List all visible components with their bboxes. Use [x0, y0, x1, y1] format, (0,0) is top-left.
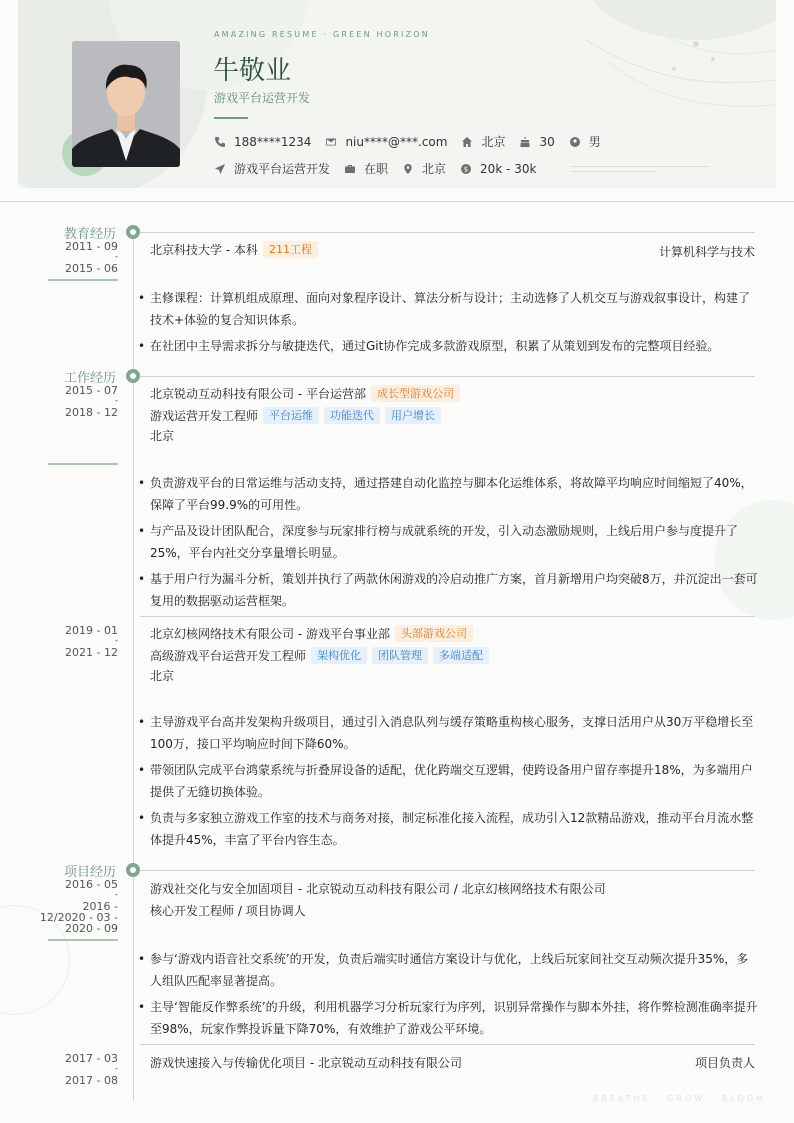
list-item: • 带领团队完成平台鸿蒙系统与折叠屏设备的适配，优化跨端交互逻辑，使跨设备用户留存率提升18%，为多端用户提供了无缝切换体验。	[138, 759, 758, 803]
education-major: 计算机科学与技术	[658, 245, 755, 259]
cake-icon	[519, 136, 531, 148]
location-item	[402, 160, 446, 177]
location-icon	[402, 163, 414, 175]
position-name: 高级游戏平台运营开发工程师	[150, 649, 307, 663]
entry-divider	[140, 232, 755, 233]
mail-icon	[325, 136, 337, 148]
job-intent-row	[214, 160, 550, 177]
contact-info-row	[214, 133, 615, 150]
date-separator: -	[114, 890, 118, 900]
date-end: 2020 - 09	[65, 922, 118, 935]
project1-date	[0, 879, 118, 934]
project2-name-row	[150, 1054, 462, 1071]
entry-divider	[140, 1044, 755, 1045]
email-item	[325, 135, 447, 149]
date-end: 2015 - 06	[65, 262, 118, 275]
date-mid: 2016 -	[82, 900, 118, 913]
project2-role: 项目负责人	[694, 1056, 755, 1070]
skill-tag: 团队管理	[372, 647, 428, 664]
company-name: 北京锐动互动科技有限公司 - 平台运营部	[150, 387, 366, 401]
job2-city	[150, 667, 174, 684]
job2-date	[0, 625, 118, 658]
decor-line	[570, 171, 656, 172]
title-underline	[214, 117, 248, 119]
status-item	[344, 160, 388, 177]
status-value: 在职	[364, 162, 389, 176]
skill-tag: 多端适配	[433, 647, 489, 664]
education-bullets	[138, 287, 758, 361]
section-underline	[48, 279, 118, 281]
briefcase-icon	[344, 163, 356, 175]
list-item: • 负责与多家独立游戏工作室的技术与商务对接，制定标准化接入流程，成功引入12款精品游戏，推动平台月流水整体提升45%，丰富了平台内容生态。	[138, 807, 758, 851]
education-date	[0, 241, 118, 274]
salary-value: 20k - 30k	[480, 161, 537, 176]
project-role: 核心开发工程师 / 项目协调人	[150, 904, 306, 918]
decor-line	[570, 166, 710, 167]
entry-divider	[140, 616, 755, 617]
timeline-dot	[126, 369, 140, 383]
skill-tag: 功能迭代	[324, 407, 380, 424]
list-item: • 主导游戏平台高并发架构升级项目，通过引入消息队列与缓存策略重构核心服务，支撑日活用户从30万平稳增长至100万，接口平均响应时间下降60%。	[138, 711, 758, 755]
gender-icon	[569, 136, 581, 148]
decor-wave	[586, 20, 776, 130]
header-divider	[0, 201, 794, 202]
timeline-dot	[126, 863, 140, 877]
intent-position-item	[214, 160, 330, 177]
email-value: niu****@***.com	[345, 134, 448, 149]
date-start: 2011 - 09	[65, 240, 118, 253]
entry-divider	[140, 870, 755, 871]
job-title: 游戏平台运营开发	[214, 91, 311, 105]
resume-tagline: AMAZING RESUME · GREEN HORIZON	[214, 30, 430, 39]
date-separator: -	[114, 1064, 118, 1074]
job2-bullets	[138, 711, 758, 855]
date-mid: 12/2020 - 03 -	[39, 911, 118, 924]
job1-date	[0, 385, 118, 418]
section-underline	[48, 939, 118, 941]
section-title-work: 工作经历	[63, 371, 116, 386]
job1-bullets	[138, 472, 758, 616]
job1-position-row	[150, 407, 441, 424]
list-item: • 基于用户行为漏斗分析，策划并执行了两款休闲游戏的冷启动推广方案，首月新增用户均突破8万，并沉淀出一套可复用的数据驱动运营框架。	[138, 568, 758, 612]
date-start: 2019 - 01	[65, 624, 118, 637]
salary-item	[460, 162, 536, 176]
project-name: 游戏快速接入与传输优化项目 - 北京锐动互动科技有限公司	[150, 1056, 462, 1070]
project1-role-row	[150, 902, 306, 919]
date-start: 2016 - 05	[65, 878, 118, 891]
avatar	[72, 41, 180, 167]
section-title-projects: 项目经历	[63, 865, 116, 880]
home-icon	[461, 136, 473, 148]
gender-value: 男	[588, 135, 601, 149]
section-title-education: 教育经历	[63, 227, 116, 242]
money-icon	[460, 163, 472, 175]
date-end: 2018 - 12	[65, 406, 118, 419]
entry-divider	[140, 376, 755, 377]
project1-bullets	[138, 948, 758, 1044]
profile-photo	[72, 41, 180, 167]
home-item	[461, 133, 505, 150]
timeline-line	[133, 233, 134, 1101]
list-item: • 主导‘智能反作弊系统’的升级，利用机器学习分析玩家行为序列，识别异常操作与脚本外挂，将作弊检测准确率提升至98%，玩家作弊投诉量下降70%，有效维护了游戏公平环境。	[138, 996, 758, 1040]
company-tag: 成长型游戏公司	[371, 385, 460, 402]
list-item: • 在社团中主导需求拆分与敏捷迭代，通过Git协作完成多款游戏原型，积累了从策划到发布的完整项目经验。	[138, 335, 758, 357]
job1-company-row	[150, 385, 460, 402]
skill-tag: 架构优化	[311, 647, 367, 664]
project-name: 游戏社交化与安全加固项目 - 北京锐动互动科技有限公司 / 北京幻核网络技术有限公司	[150, 882, 606, 896]
company-tag: 头部游戏公司	[395, 625, 473, 642]
list-item: • 参与‘游戏内语音社交系统’的开发，负责后端实时通信方案设计与优化，上线后玩家间社交互动频次提升35%，多人组队匹配率显著提高。	[138, 948, 758, 992]
intent-position: 游戏平台运营开发	[234, 162, 331, 176]
footer-slogan: BREATHE · GROW · BLOOM	[592, 1094, 766, 1103]
age-item	[519, 135, 554, 149]
timeline-dot	[126, 225, 140, 239]
list-item: • 与产品及设计团队配合，深度参与玩家排行榜与成就系统的开发，引入动态激励规则，上线后用户参与度提升了25%，平台内社交分享量增长明显。	[138, 520, 758, 564]
gender-item	[569, 133, 601, 150]
education-school-row	[150, 241, 318, 258]
home-value: 北京	[481, 135, 506, 149]
city-name: 北京	[150, 429, 175, 443]
company-name: 北京幻核网络技术有限公司 - 游戏平台事业部	[150, 627, 390, 641]
list-item: • 负责游戏平台的日常运维与活动支持，通过搭建自动化监控与脚本化运维体系，将故障平均响应时间缩短了40%，保障了平台99.9%的可用性。	[138, 472, 758, 516]
age-value: 30	[539, 134, 555, 149]
school-tag: 211工程	[263, 241, 318, 258]
date-separator: -	[114, 252, 118, 262]
project1-name-row	[150, 880, 606, 897]
location-value: 北京	[422, 162, 447, 176]
project2-date	[0, 1053, 118, 1086]
job2-company-row	[150, 625, 473, 642]
skill-tag: 平台运维	[263, 407, 319, 424]
job2-position-row	[150, 647, 489, 664]
list-item: • 主修课程：计算机组成原理、面向对象程序设计、算法分析与设计；主动选修了人机交互与游戏叙事设计，构建了技术+体验的复合知识体系。	[138, 287, 758, 331]
city-name: 北京	[150, 669, 175, 683]
person-name: 牛敬业	[213, 56, 292, 86]
send-icon	[214, 163, 226, 175]
svg-text:$: $	[463, 165, 469, 174]
skill-tag: 用户增长	[385, 407, 441, 424]
phone-icon	[214, 136, 226, 148]
job1-city	[150, 427, 174, 444]
date-start: 2015 - 07	[65, 384, 118, 397]
date-end: 2017 - 08	[65, 1074, 118, 1087]
date-end: 2021 - 12	[65, 646, 118, 659]
section-underline	[48, 463, 118, 465]
phone-value: 188****1234	[234, 134, 312, 149]
school-name: 北京科技大学 - 本科	[150, 243, 258, 257]
position-name: 游戏运营开发工程师	[150, 409, 259, 423]
phone-item	[214, 135, 311, 149]
date-separator: -	[114, 636, 118, 646]
date-start: 2017 - 03	[65, 1052, 118, 1065]
date-separator: -	[114, 396, 118, 406]
